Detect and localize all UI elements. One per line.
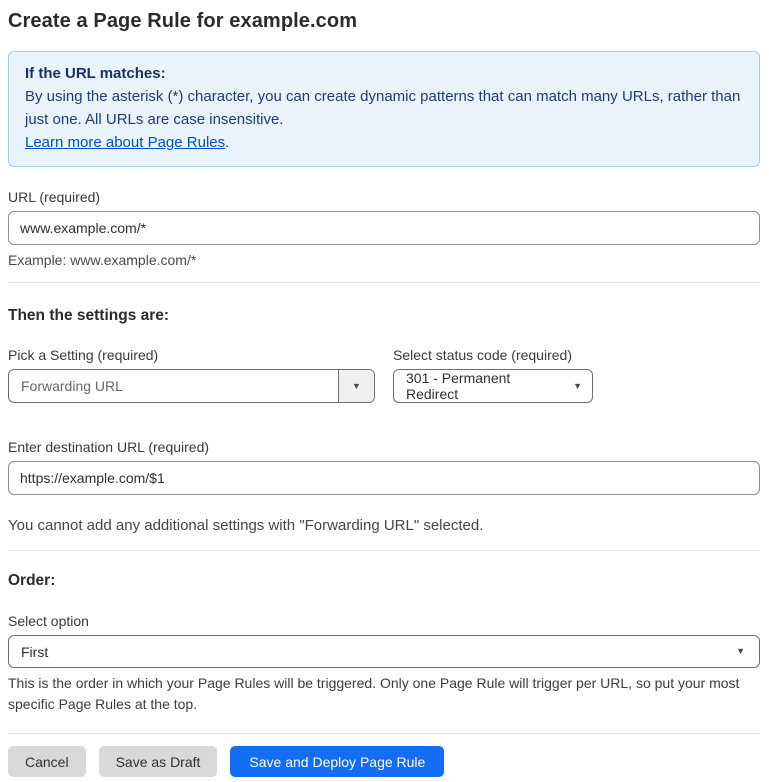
save-and-deploy-button[interactable]: Save and Deploy Page Rule xyxy=(230,746,444,777)
order-select-value: First xyxy=(21,643,49,660)
url-field-helper: Example: www.example.com/* xyxy=(8,252,197,268)
link-suffix: . xyxy=(225,134,230,151)
status-select-label: Select status code (required) xyxy=(393,347,572,363)
chevron-down-icon: ▼ xyxy=(736,646,745,656)
info-box-link-line xyxy=(25,131,743,154)
chevron-down-icon: ▼ xyxy=(352,380,361,391)
setting-select-label: Pick a Setting (required) xyxy=(8,347,159,363)
forwarding-url-note: You cannot add any additional settings with "Forwarding URL" selected. xyxy=(8,517,484,534)
destination-url-label: Enter destination URL (required) xyxy=(8,439,210,455)
divider xyxy=(8,282,760,283)
setting-select[interactable] xyxy=(8,369,375,403)
cancel-button[interactable]: Cancel xyxy=(8,746,86,777)
order-select-label: Select option xyxy=(8,613,89,629)
setting-select-field xyxy=(8,347,375,403)
status-select-field xyxy=(393,347,593,403)
url-input[interactable] xyxy=(8,211,760,245)
page-title: Create a Page Rule for example.com xyxy=(8,10,358,32)
learn-more-link[interactable]: Learn more about Page Rules xyxy=(25,134,226,151)
divider xyxy=(8,550,760,551)
url-field-label: URL (required) xyxy=(8,189,101,205)
status-select-value: 301 - Permanent Redirect xyxy=(406,370,511,402)
save-as-draft-button[interactable]: Save as Draft xyxy=(99,746,218,777)
info-box-heading: If the URL matches: xyxy=(25,65,166,82)
info-box-body: By using the asterisk (*) character, you can create dynamic patterns that can match many URLs, rather than just one. All URLs are case insensitive. xyxy=(25,88,741,128)
destination-url-input[interactable] xyxy=(8,461,760,495)
setting-select-value: Forwarding URL xyxy=(21,378,123,394)
status-code-select[interactable] xyxy=(393,369,593,403)
order-note: This is the order in which your Page Rules will be triggered. Only one Page Rule will trigger per URL, so put your most specific Page Rules at the top. xyxy=(8,675,740,712)
divider xyxy=(8,733,760,734)
form-actions xyxy=(8,746,760,777)
chevron-down-icon: ▼ xyxy=(573,380,582,391)
settings-selects-row xyxy=(8,347,760,403)
settings-section-heading: Then the settings are: xyxy=(8,307,170,324)
order-select[interactable] xyxy=(8,635,760,668)
order-section-heading: Order: xyxy=(8,572,56,589)
url-match-info-box xyxy=(8,51,760,167)
setting-select-arrow-button[interactable] xyxy=(338,370,374,402)
